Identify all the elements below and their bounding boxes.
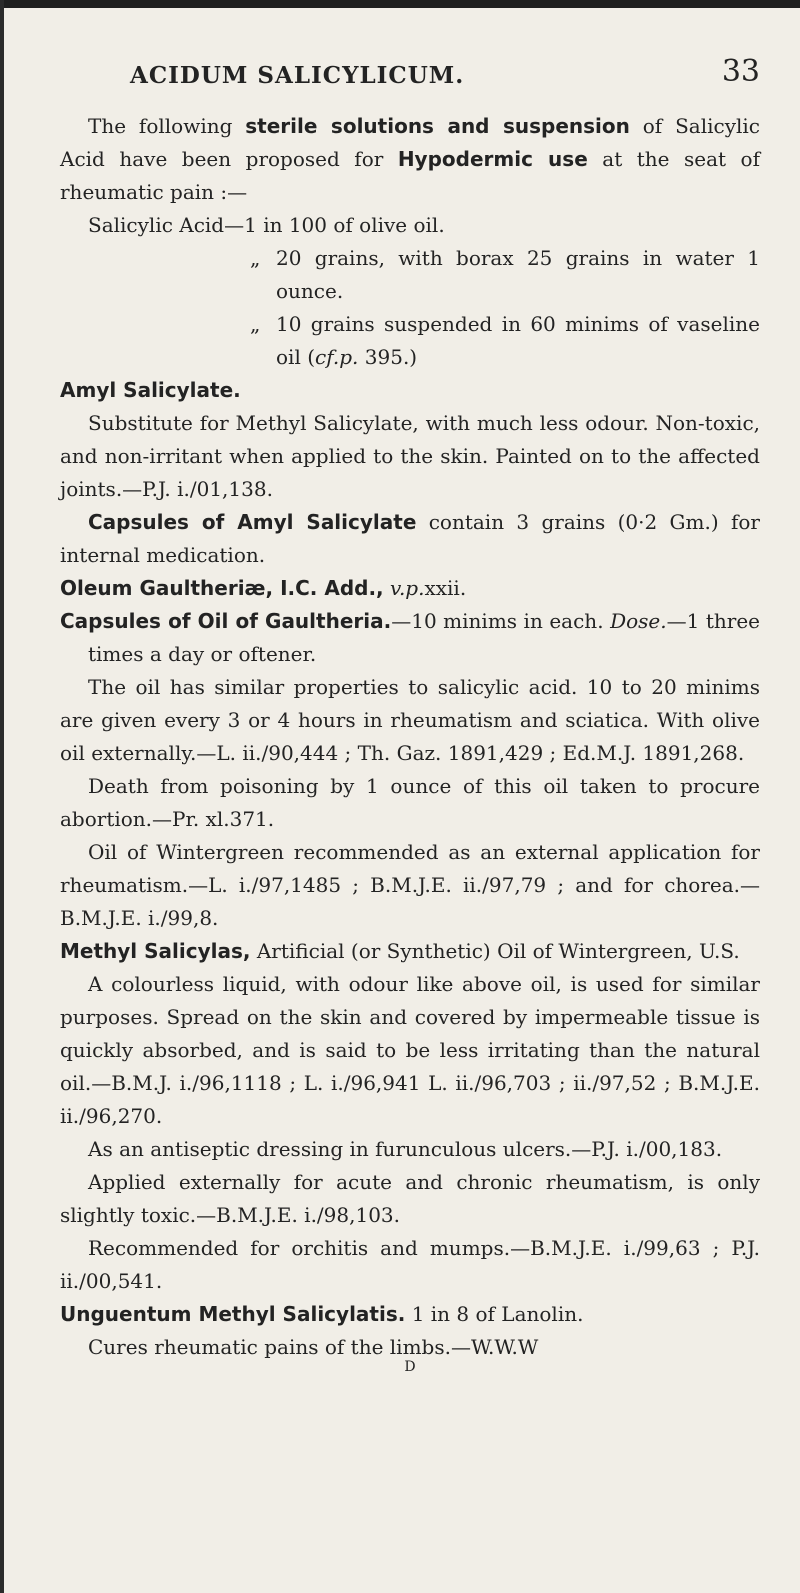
page-number: 33 bbox=[721, 54, 760, 89]
page-header bbox=[60, 48, 760, 110]
intro-bold-hypodermic: Hypodermic use bbox=[397, 147, 588, 171]
signature-mark: D bbox=[404, 1359, 416, 1375]
intro-paragraph: The following sterile solutions and suspension of Salicylic Acid have been proposed for Hypodermic use at the seat of rheumatic pain :— bbox=[60, 114, 760, 204]
methyl-paragraph-3: Applied externally for acute and chronic rheumatism, is only slightly toxic.—B.M.J.E. i./98,103. bbox=[60, 1170, 760, 1227]
methyl-paragraph-2: As an antiseptic dressing in furunculous ulcers.—P.J. i./00,183. bbox=[88, 1137, 723, 1161]
solution-2: „ 20 grains, with borax 25 grains in water 1 ounce. bbox=[250, 246, 760, 303]
oleum-paragraph-1: The oil has similar properties to salicylic acid. 10 to 20 minims are given every 3 or 4 hours in rheumatism and sciatica. With olive oil externally.—L. ii./90,444 ; Th. Gaz. 1891,429 ; Ed.M.J. 1891,268. bbox=[60, 675, 760, 765]
amyl-capsules: Capsules of Amyl Salicylate contain 3 grains (0·2 Gm.) for internal medication. bbox=[60, 510, 760, 567]
oleum-paragraph-2: Death from poisoning by 1 ounce of this oil taken to procure abortion.—Pr. xl.371. bbox=[60, 774, 760, 831]
top-border bbox=[0, 0, 800, 8]
left-border bbox=[0, 0, 4, 1593]
unguentum-paragraph: Cures rheumatic pains of the limbs.—W.W.W bbox=[88, 1335, 539, 1359]
unguentum-heading: Unguentum Methyl Salicylatis. 1 in 8 of Lanolin. bbox=[60, 1302, 584, 1326]
methyl-paragraph-1: A colourless liquid, with odour like above oil, is used for similar purposes. Spread on the skin and covered by impermeable tissue is quickly absorbed, and is said to be less irritating than the natural oil.—B.M.J. i./96,1118 ; L. i./96,941 L. ii./96,703 ; ii./97,52 ; B.M.J.E. ii./96,270. bbox=[60, 972, 760, 1128]
oleum-paragraph-3: Oil of Wintergreen recommended as an external application for rheumatism.—L. i./97,1485 ; B.M.J.E. ii./97,79 ; and for chorea.—B.M.J.E. i./99,8. bbox=[60, 840, 760, 930]
oleum-capsules: Capsules of Oil of Gaultheria.—10 minims in each. Dose.—1 three times a day or oftener. bbox=[60, 609, 760, 666]
amyl-heading: Amyl Salicylate. bbox=[60, 378, 241, 402]
running-title: ACIDUM SALICYLICUM. bbox=[130, 62, 465, 89]
oleum-heading: Oleum Gaultheriæ, I.C. Add., v.p.xxii. bbox=[60, 576, 467, 600]
solution-1: Salicylic Acid—1 in 100 of olive oil. bbox=[88, 213, 445, 237]
intro-bold-solutions: sterile solutions and suspension bbox=[245, 114, 630, 138]
amyl-text: Substitute for Methyl Salicylate, with much less odour. Non-toxic, and non-irritant when applied to the skin. Painted on to the affected joints.—P.J. i./01,138. bbox=[60, 411, 760, 501]
methyl-paragraph-4: Recommended for orchitis and mumps.—B.M.J.E. i./99,63 ; P.J. ii./00,541. bbox=[60, 1236, 760, 1293]
methyl-heading: Methyl Salicylas, Artificial (or Synthetic) Oil of Wintergreen, U.S. bbox=[60, 939, 740, 963]
page-body bbox=[60, 48, 760, 1374]
solution-3: „ 10 grains suspended in 60 minims of vaseline oil (cf.p. 395.) bbox=[250, 312, 760, 369]
